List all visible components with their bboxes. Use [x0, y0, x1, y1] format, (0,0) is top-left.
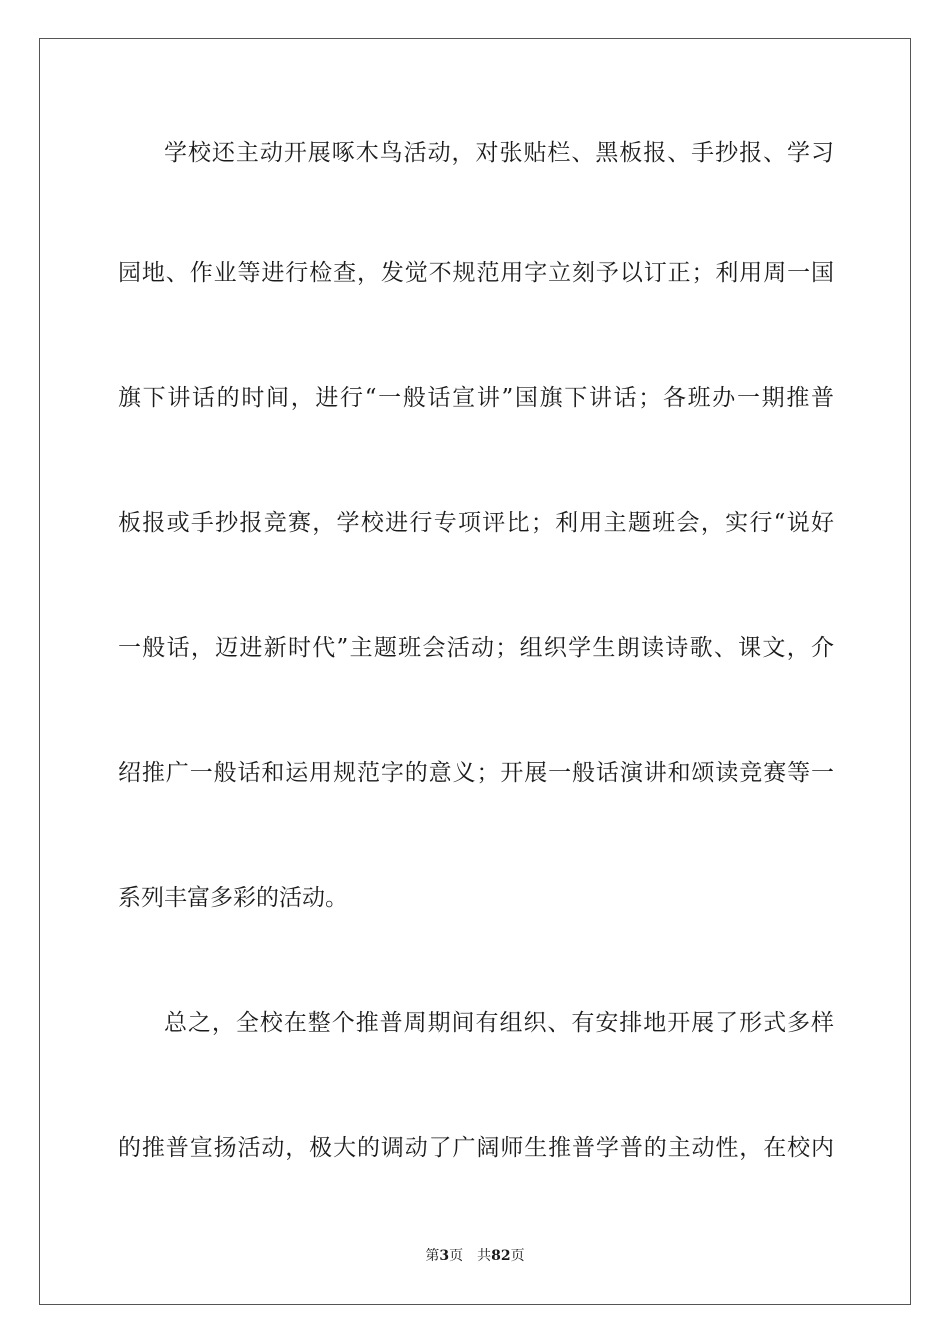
total-label-prefix: 共: [477, 1248, 492, 1264]
page-border: [39, 38, 911, 1305]
paragraph-1-line-4: 板报或手抄报竞赛，学校进行专项评比；利用主题班会，实行“说好: [118, 510, 834, 536]
paragraph-1-line-3: 旗下讲话的时间，进行“一般话宣讲”国旗下讲话；各班办一期推普: [118, 385, 834, 411]
paragraph-1-line-6: 绍推广一般话和运用规范字的意义；开展一般话演讲和颂读竞赛等一: [118, 760, 834, 786]
paragraph-2-line-2: 的推普宣扬活动，极大的调动了广阔师生推普学普的主动性，在校内: [118, 1135, 834, 1161]
total-pages: 82: [491, 1248, 511, 1264]
paragraph-1-line-7: 系列丰富多彩的活动。: [118, 885, 348, 911]
page-number: 3: [439, 1248, 450, 1264]
paragraph-2-line-1: 总之，全校在整个推普周期间有组织、有安排地开展了形式多样: [164, 1010, 834, 1036]
paragraph-1-line-5: 一般话，迈进新时代”主题班会活动；组织学生朗读诗歌、课文，介: [118, 635, 834, 661]
paragraph-1-line-1: 学校还主动开展啄木鸟活动，对张贴栏、黑板报、手抄报、学习: [164, 140, 834, 166]
page-label-prefix: 第: [425, 1248, 440, 1264]
page-label-suffix: 页: [449, 1248, 464, 1264]
paragraph-1-line-2: 园地、作业等进行检查，发觉不规范用字立刻予以订正；利用周一国: [118, 260, 834, 286]
page-footer: [0, 1245, 950, 1265]
total-label-suffix: 页: [510, 1248, 525, 1264]
